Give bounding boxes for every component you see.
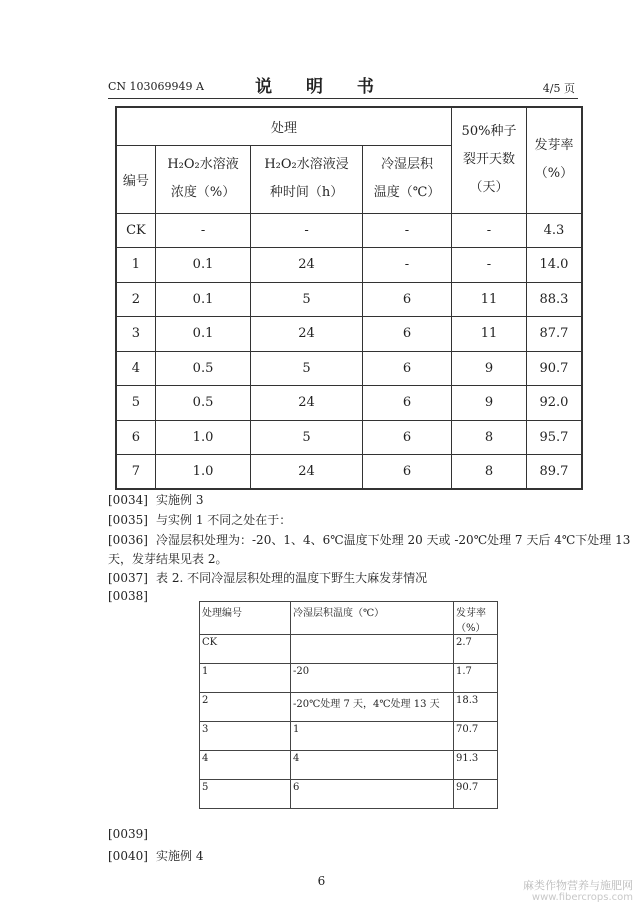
table-row — [116, 317, 582, 352]
table-cell: 2 — [116, 282, 155, 317]
table-cell: - — [155, 213, 250, 248]
table-cell: 4.3 — [526, 213, 582, 248]
table-row — [200, 693, 498, 722]
watermark-title: 麻类作物营养与施肥网 — [523, 879, 633, 892]
table-cell: 6 — [116, 420, 155, 455]
table-cell: 4 — [200, 751, 291, 780]
table-cell: CK — [116, 213, 155, 248]
table-cell: 18.3 — [454, 693, 498, 722]
table-cell: - — [452, 248, 527, 283]
para-0040: [0040] 实施例 4 — [108, 849, 204, 863]
table-row — [116, 351, 582, 386]
table-row — [116, 282, 582, 317]
table-row — [200, 635, 498, 664]
table-cell: 5 — [116, 386, 155, 421]
table-cell: 6 — [362, 455, 451, 490]
table-row — [116, 420, 582, 455]
table-cell: 24 — [251, 386, 363, 421]
t2-header-no: 处理编号 — [200, 602, 291, 635]
para-0034: [0034] 实施例 3 — [108, 493, 204, 507]
table-cell: 8 — [452, 420, 527, 455]
cold-stratification-table — [199, 601, 498, 809]
table-cell: 11 — [452, 317, 527, 352]
table-cell — [291, 635, 454, 664]
table-cell: - — [362, 213, 451, 248]
table-cell: 14.0 — [526, 248, 582, 283]
table-cell: 88.3 — [526, 282, 582, 317]
table-row — [116, 248, 582, 283]
table-cell: 9 — [452, 351, 527, 386]
table-cell: 89.7 — [526, 455, 582, 490]
table-cell: 2.7 — [454, 635, 498, 664]
para-0036-continuation: 天，发芽结果见表 2。 — [108, 552, 228, 566]
watermark-url: www.fibercrops.com — [531, 892, 633, 903]
page-title: 说 明 书 — [255, 77, 388, 97]
table-cell: 87.7 — [526, 317, 582, 352]
treatment-results-table — [115, 106, 583, 490]
table-cell: 1.7 — [454, 664, 498, 693]
col-header-temperature: 冷湿层积 温度（℃） — [362, 145, 451, 213]
para-0037: [0037] 表 2. 不同冷湿层积处理的温度下野生大麻发芽情况 — [108, 571, 428, 585]
table-cell: - — [452, 213, 527, 248]
table-cell: 0.1 — [155, 317, 250, 352]
table-cell: 2 — [200, 693, 291, 722]
table-cell: 91.3 — [454, 751, 498, 780]
table-cell: 5 — [251, 351, 363, 386]
col-header-concentration: H₂O₂水溶液 浓度（%） — [155, 145, 250, 213]
table-cell: 1.0 — [155, 420, 250, 455]
table-cell: - — [251, 213, 363, 248]
table-cell: 5 — [251, 420, 363, 455]
table-cell: 24 — [251, 455, 363, 490]
page-number: 6 — [317, 874, 326, 888]
table-row — [116, 455, 582, 490]
table-cell: 90.7 — [526, 351, 582, 386]
table-cell: 6 — [362, 317, 451, 352]
table-cell: 9 — [452, 386, 527, 421]
table-cell: 92.0 — [526, 386, 582, 421]
table-cell: 95.7 — [526, 420, 582, 455]
table-cell: 24 — [251, 248, 363, 283]
table-cell: 3 — [200, 722, 291, 751]
para-0035: [0035] 与实例 1 不同之处在于： — [108, 513, 292, 527]
col-header-soak-time: H₂O₂水溶液浸 种时间（h） — [251, 145, 363, 213]
group-header-treatment: 处理 — [116, 107, 452, 145]
table-cell: -20℃处理 7 天，4℃处理 13 天 — [291, 693, 454, 722]
table-cell: 6 — [362, 386, 451, 421]
table-cell: 90.7 — [454, 780, 498, 809]
table-cell: 7 — [116, 455, 155, 490]
para-0038: [0038] — [108, 589, 148, 603]
table-cell: 1 — [116, 248, 155, 283]
page-indicator: 4/5 页 — [542, 82, 575, 95]
table-cell: 6 — [362, 282, 451, 317]
header-divider — [108, 98, 578, 99]
col-header-days: 50%种子 裂开天数 （天） — [452, 107, 527, 213]
col-header-rate: 发芽率 （%） — [526, 107, 582, 213]
table-row — [116, 386, 582, 421]
table-row — [200, 664, 498, 693]
table-cell: 1 — [291, 722, 454, 751]
table-row — [200, 722, 498, 751]
table-cell: 1 — [200, 664, 291, 693]
table-cell: 1.0 — [155, 455, 250, 490]
para-0036: [0036] 冷湿层积处理为：-20、1、4、6℃温度下处理 20 天或 -20℃处理 7 天后 4℃下处理 13 — [108, 533, 631, 547]
table-cell: 0.1 — [155, 282, 250, 317]
table-cell: 70.7 — [454, 722, 498, 751]
table-cell: 0.5 — [155, 386, 250, 421]
table-cell: 6 — [291, 780, 454, 809]
table-cell: 6 — [362, 420, 451, 455]
table-cell: 24 — [251, 317, 363, 352]
table-cell: 4 — [116, 351, 155, 386]
table-cell: 8 — [452, 455, 527, 490]
table-cell: 5 — [251, 282, 363, 317]
table-cell: 6 — [362, 351, 451, 386]
t2-header-rate: 发芽率（%） — [454, 602, 498, 635]
table-cell: 5 — [200, 780, 291, 809]
table-cell: 0.1 — [155, 248, 250, 283]
table-cell: CK — [200, 635, 291, 664]
t2-header-temp: 冷湿层积温度（℃） — [291, 602, 454, 635]
table-row — [116, 213, 582, 248]
table-cell: 3 — [116, 317, 155, 352]
table-cell: 4 — [291, 751, 454, 780]
para-0039: [0039] — [108, 827, 148, 841]
patent-number: CN 103069949 A — [108, 80, 204, 93]
table-row — [200, 780, 498, 809]
table-cell: -20 — [291, 664, 454, 693]
table-cell: 11 — [452, 282, 527, 317]
table-row — [200, 751, 498, 780]
col-header-no: 编号 — [116, 145, 155, 213]
table-cell: 0.5 — [155, 351, 250, 386]
table-cell: - — [362, 248, 451, 283]
